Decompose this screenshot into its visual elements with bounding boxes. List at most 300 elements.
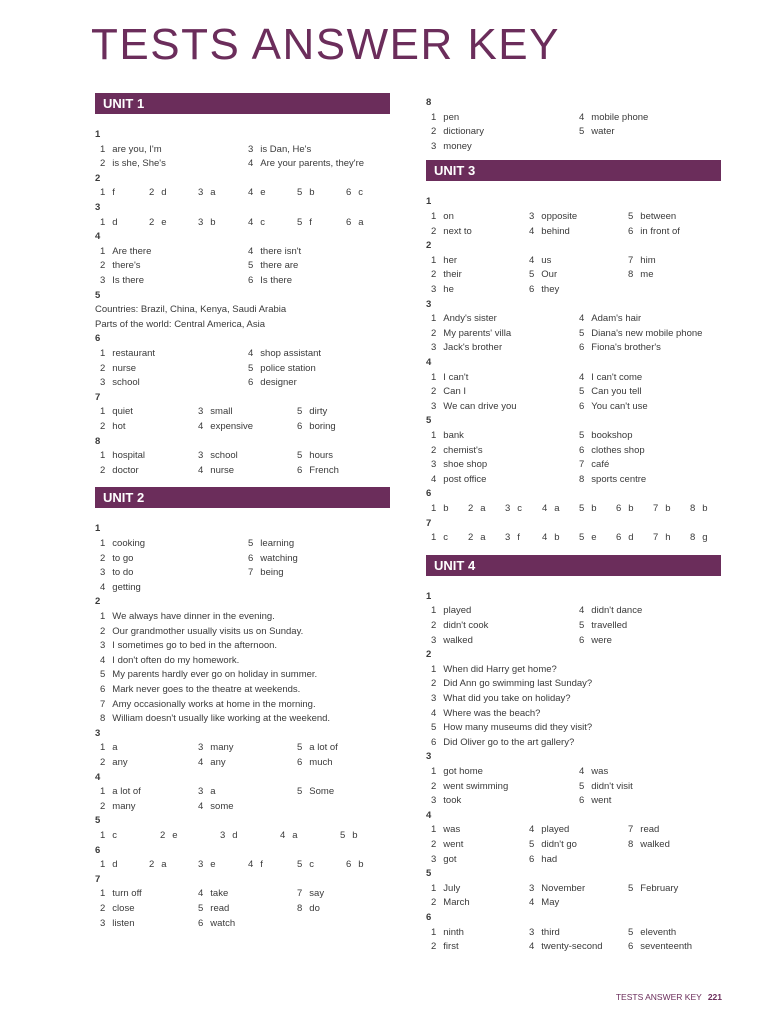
answer-item — [628, 255, 656, 266]
answer-number: 2 — [100, 625, 106, 637]
answer-item — [579, 112, 648, 123]
unit-heading: UNIT 1 — [95, 93, 390, 114]
answer-text: Are there — [112, 245, 152, 257]
answer-number: 2 — [100, 464, 106, 476]
answer-number: 5 — [297, 859, 303, 871]
answer-number: 6 — [579, 634, 585, 646]
exercise-number: 7 — [95, 391, 101, 403]
answer-text: him — [640, 254, 656, 266]
answer-text: walked — [443, 634, 473, 646]
answer-text: b — [554, 532, 560, 544]
answer-number: 4 — [579, 371, 585, 383]
answer-item — [529, 226, 570, 237]
answer-item — [198, 757, 226, 768]
answer-text: Amy occasionally works at home in the morning. — [112, 698, 316, 710]
answer-item — [431, 474, 486, 485]
answer-text: being — [260, 567, 284, 579]
answer-number: 1 — [431, 824, 437, 836]
answer-item — [529, 927, 560, 938]
answer-text: went swimming — [443, 780, 509, 792]
answer-number: 3 — [431, 284, 437, 295]
answer-text: I don't often do my homework. — [112, 654, 240, 666]
answer-number: 3 — [431, 634, 437, 646]
answer-text: post office — [443, 473, 487, 485]
answer-item — [100, 465, 139, 476]
answer-item — [297, 450, 333, 461]
answer-item — [628, 839, 670, 850]
answer-text: a — [358, 216, 364, 228]
answer-item — [579, 401, 648, 412]
answer-text: there isn't — [260, 245, 302, 257]
answer-text: May — [541, 897, 560, 909]
answer-number: 3 — [100, 917, 106, 929]
answer-text: Are your parents, they're — [260, 158, 365, 170]
answer-text: hours — [309, 450, 334, 462]
answer-number: 7 — [653, 503, 659, 514]
answer-number: 4 — [579, 605, 585, 617]
answer-number: 1 — [100, 888, 106, 900]
answer-number: 2 — [431, 444, 437, 456]
exercise-number: 1 — [95, 523, 101, 535]
answer-item — [248, 859, 263, 870]
answer-number: 2 — [431, 839, 437, 850]
answer-item — [248, 187, 266, 198]
exercise-number: 4 — [426, 357, 432, 368]
exercise-number: 1 — [95, 129, 101, 140]
answer-item — [297, 859, 314, 870]
answer-text: c — [309, 859, 315, 871]
answer-text: Diana's new mobile phone — [591, 327, 703, 339]
answer-item — [431, 503, 449, 514]
exercise-number: 3 — [95, 727, 101, 739]
answer-item — [220, 830, 238, 841]
answer-item — [100, 406, 133, 417]
unit-heading: UNIT 3 — [426, 160, 721, 181]
page-title: TESTS ANSWER KEY — [91, 20, 560, 69]
answer-text: b — [665, 503, 671, 514]
answer-text: is she, She's — [112, 158, 166, 170]
answer-text: nurse — [112, 362, 137, 374]
answer-number: 4 — [431, 473, 437, 485]
answer-item — [198, 187, 216, 198]
exercise-number: 6 — [426, 912, 432, 923]
answer-item — [431, 766, 483, 777]
answer-text: I can't — [443, 371, 469, 383]
answer-number: 4 — [579, 111, 585, 123]
answer-number: 1 — [431, 254, 437, 266]
answer-number: 7 — [628, 824, 634, 836]
page-number: 221 — [707, 992, 722, 1002]
answer-text: mobile phone — [591, 111, 649, 123]
answer-item — [579, 445, 645, 456]
answer-number: 4 — [542, 503, 548, 514]
answer-text: didn't visit — [591, 780, 633, 792]
answer-number: 1 — [100, 830, 106, 841]
answer-text: b — [591, 503, 597, 514]
answer-text: chemist's — [443, 444, 483, 456]
answer-item — [100, 801, 136, 812]
answer-text: there are — [260, 260, 299, 272]
answer-text: nurse — [210, 464, 235, 476]
answer-item — [340, 830, 358, 841]
answer-text: Jack's brother — [443, 342, 503, 354]
answer-item — [529, 824, 569, 835]
answer-text: school — [112, 377, 140, 389]
answer-number: 3 — [529, 211, 535, 222]
answer-number: 6 — [431, 736, 437, 748]
answer-text: f — [260, 859, 263, 871]
answer-number: 1 — [100, 742, 106, 754]
exercise-number: 8 — [95, 435, 101, 447]
answer-item — [100, 217, 118, 228]
answer-item — [431, 313, 497, 324]
answer-text: water — [591, 126, 615, 138]
answer-number: 6 — [346, 187, 352, 199]
answer-item — [529, 255, 551, 266]
answer-text: us — [541, 254, 552, 266]
answer-number: 5 — [579, 386, 585, 398]
answer-item — [248, 377, 297, 388]
answer-number: 5 — [248, 362, 254, 374]
answer-number: 6 — [248, 377, 254, 389]
answer-item — [248, 538, 294, 549]
answer-item — [100, 450, 145, 461]
answer-item — [100, 553, 133, 564]
answer-item — [505, 532, 520, 543]
answer-item — [431, 897, 470, 908]
answer-text: November — [541, 882, 586, 894]
answer-number: 1 — [431, 663, 437, 675]
answer-item — [431, 211, 454, 222]
answer-text: I sometimes go to bed in the afternoon. — [112, 640, 278, 652]
answer-text: a — [161, 859, 167, 871]
answer-text: d — [112, 216, 118, 228]
exercise-number: 4 — [95, 231, 101, 243]
answer-item — [431, 722, 592, 733]
answer-number: 4 — [579, 313, 585, 325]
answer-item — [100, 640, 277, 651]
answer-number: 1 — [431, 430, 437, 441]
answer-text: many — [112, 800, 136, 812]
answer-item — [431, 824, 460, 835]
answer-number: 3 — [431, 400, 437, 412]
answer-text: e — [172, 830, 178, 841]
answer-number: 2 — [431, 386, 437, 398]
answer-number: 4 — [529, 897, 535, 909]
answer-text: café — [591, 459, 610, 471]
answer-text: seventeenth — [640, 941, 693, 953]
answer-text: March — [443, 897, 470, 909]
answer-item — [579, 781, 633, 792]
answer-item — [297, 888, 324, 899]
answer-item — [248, 348, 321, 359]
answer-text: d — [161, 187, 167, 199]
answer-number: 5 — [248, 260, 254, 272]
answer-item — [100, 655, 239, 666]
answer-text: b — [210, 216, 216, 228]
answer-text: a lot of — [309, 742, 338, 754]
answer-number: 8 — [579, 473, 585, 485]
answer-number: 2 — [431, 780, 437, 792]
answer-number: 1 — [431, 371, 437, 383]
answer-text: clothes shop — [591, 444, 645, 456]
answer-text: opposite — [541, 211, 578, 222]
answer-text: a — [480, 503, 486, 514]
answer-number: 2 — [100, 800, 106, 812]
answer-item — [690, 503, 708, 514]
answer-item — [248, 260, 298, 271]
answer-text: h — [665, 532, 671, 544]
answer-number: 3 — [198, 187, 204, 199]
answer-number: 3 — [198, 859, 204, 871]
answer-number: 7 — [628, 254, 634, 266]
answer-item — [248, 246, 301, 257]
exercise-number: 2 — [426, 240, 432, 252]
exercise-number: 2 — [95, 596, 101, 608]
exercise-text: Parts of the world: Central America, Asia — [95, 318, 266, 330]
answer-text: a — [480, 532, 486, 544]
answer-item — [529, 211, 577, 222]
answer-number: 4 — [248, 216, 254, 228]
exercise-number: 2 — [95, 172, 101, 184]
answer-text: listen — [112, 917, 135, 929]
answer-number: 5 — [100, 669, 106, 681]
answer-item — [100, 888, 142, 899]
answer-number: 2 — [431, 678, 437, 690]
answer-text: is Dan, He's — [260, 143, 312, 155]
answer-number: 3 — [198, 786, 204, 798]
exercise-number: 2 — [426, 649, 432, 661]
answer-number: 4 — [198, 888, 204, 900]
answer-number: 4 — [248, 158, 254, 170]
answer-text: dictionary — [443, 126, 484, 138]
answer-item — [198, 421, 253, 432]
answer-number: 3 — [431, 693, 437, 704]
answer-item — [297, 421, 336, 432]
answer-number: 5 — [431, 722, 437, 734]
answer-item — [529, 284, 559, 295]
answer-item — [198, 888, 228, 899]
answer-text: much — [309, 757, 333, 768]
answer-text: c — [260, 216, 266, 228]
answer-text: they — [541, 284, 560, 295]
answer-item — [248, 275, 292, 286]
answer-item — [346, 859, 364, 870]
answer-text: c — [112, 830, 118, 841]
answer-text: hospital — [112, 450, 146, 462]
answer-item — [431, 708, 540, 719]
answer-item — [431, 795, 461, 806]
answer-text: quiet — [112, 406, 133, 418]
answer-item — [616, 503, 634, 514]
answer-number: 1 — [100, 348, 106, 359]
answer-text: July — [443, 882, 461, 894]
answer-text: to go — [112, 552, 134, 564]
exercise-number: 3 — [95, 202, 101, 213]
answer-item — [297, 903, 320, 914]
answer-item — [579, 605, 642, 616]
answer-text: e — [210, 859, 216, 871]
answer-item — [431, 927, 464, 938]
answer-number: 2 — [431, 941, 437, 953]
answer-item — [100, 684, 300, 695]
answer-text: restaurant — [112, 348, 156, 359]
answer-text: Fiona's brother's — [591, 342, 661, 354]
answer-item — [280, 830, 298, 841]
answer-number: 6 — [529, 853, 535, 865]
answer-text: were — [591, 634, 612, 646]
answer-number: 5 — [529, 269, 535, 281]
answer-text: Is there — [260, 275, 292, 286]
answer-number: 4 — [198, 800, 204, 812]
answer-text: read — [210, 903, 230, 914]
answer-item — [431, 941, 459, 952]
answer-item — [149, 187, 167, 198]
answer-number: 2 — [100, 903, 106, 914]
answer-text: getting — [112, 581, 141, 593]
answer-item — [149, 217, 167, 228]
answer-text: money — [443, 140, 472, 152]
answer-number: 2 — [431, 897, 437, 909]
answer-number: 2 — [100, 757, 106, 768]
answer-number: 3 — [431, 459, 437, 471]
answer-text: Our grandmother usually visits us on Sunday. — [112, 625, 304, 637]
answer-text: some — [210, 800, 234, 812]
answer-number: 5 — [297, 786, 303, 798]
answer-text: shop assistant — [260, 348, 322, 359]
answer-number: 7 — [579, 459, 585, 471]
answer-text: Did Oliver go to the art gallery? — [443, 736, 575, 748]
answer-text: in front of — [640, 225, 680, 237]
answer-text: g — [702, 532, 708, 544]
answer-number: 5 — [297, 216, 303, 228]
answer-number: 5 — [579, 430, 585, 441]
answer-text: b — [443, 503, 449, 514]
answer-text: went — [591, 795, 612, 807]
answer-number: 1 — [431, 503, 437, 514]
answer-text: are you, I'm — [112, 143, 162, 155]
answer-number: 5 — [579, 126, 585, 138]
answer-text: Can you tell — [591, 386, 642, 398]
answer-item — [100, 158, 166, 169]
answer-number: 6 — [628, 941, 634, 953]
answer-number: 6 — [297, 757, 303, 768]
answer-text: travelled — [591, 620, 628, 631]
answer-text: ninth — [443, 926, 464, 938]
answer-text: Andy's sister — [443, 313, 497, 325]
answer-text: e — [161, 216, 167, 228]
answer-item — [431, 269, 462, 280]
answer-number: 3 — [198, 450, 204, 462]
answer-item — [100, 918, 134, 929]
answer-text: her — [443, 254, 458, 266]
answer-item — [198, 742, 234, 753]
answer-item — [690, 532, 708, 543]
answer-number: 8 — [628, 839, 634, 850]
answer-item — [529, 269, 557, 280]
answer-item — [100, 363, 136, 374]
answer-number: 4 — [542, 532, 548, 544]
answer-item — [100, 144, 162, 155]
answer-text: f — [517, 532, 520, 544]
answer-number: 3 — [100, 377, 106, 389]
answer-number: 1 — [431, 313, 437, 325]
answer-item — [653, 503, 671, 514]
answer-item — [579, 342, 661, 353]
answer-text: third — [541, 926, 560, 938]
answer-text: eleventh — [640, 926, 677, 938]
answer-text: a — [112, 742, 118, 754]
answer-text: d — [112, 859, 118, 871]
answer-item — [579, 372, 642, 383]
answer-number: 2 — [100, 362, 106, 374]
answer-text: played — [541, 824, 570, 836]
answer-text: next to — [443, 225, 472, 237]
answer-item — [100, 421, 126, 432]
answer-number: 2 — [431, 620, 437, 631]
answer-text: Can I — [443, 386, 467, 398]
answer-number: 3 — [100, 567, 106, 579]
answer-number: 8 — [628, 269, 634, 281]
answer-item — [579, 503, 597, 514]
answer-item — [616, 532, 634, 543]
answer-text: to do — [112, 567, 134, 579]
answer-number: 2 — [468, 532, 474, 544]
answer-item — [100, 275, 144, 286]
answer-item — [431, 112, 459, 123]
answer-text: How many museums did they visit? — [443, 722, 593, 734]
answer-text: When did Harry get home? — [443, 663, 557, 675]
answer-item — [431, 678, 592, 689]
answer-item — [579, 795, 611, 806]
answer-number: 6 — [579, 795, 585, 807]
answer-text: got — [443, 853, 457, 865]
answer-number: 6 — [346, 859, 352, 871]
footer-label: TESTS ANSWER KEY — [615, 992, 702, 1002]
answer-item — [100, 246, 151, 257]
answer-text: a — [292, 830, 298, 841]
answer-text: there's — [112, 260, 141, 272]
answer-item — [100, 859, 118, 870]
answer-text: b — [358, 859, 364, 871]
answer-item — [579, 328, 702, 339]
answer-item — [248, 144, 311, 155]
answer-text: e — [260, 187, 266, 199]
answer-item — [529, 883, 585, 894]
answer-item — [431, 459, 487, 470]
answer-item — [248, 217, 265, 228]
answer-text: he — [443, 284, 454, 295]
answer-item — [628, 883, 678, 894]
answer-number: 6 — [579, 444, 585, 456]
answer-item — [248, 567, 284, 578]
answer-item — [198, 801, 234, 812]
answer-item — [100, 377, 140, 388]
answer-number: 4 — [248, 245, 254, 257]
answer-number: 6 — [297, 464, 303, 476]
answer-item — [248, 363, 316, 374]
answer-item — [579, 313, 641, 324]
answer-item — [431, 737, 574, 748]
answer-item — [431, 284, 454, 295]
answer-item — [628, 824, 659, 835]
answer-text: f — [309, 216, 312, 228]
answer-item — [431, 781, 508, 792]
answer-number: 5 — [579, 327, 585, 339]
answer-text: any — [210, 757, 226, 768]
answer-number: 5 — [297, 187, 303, 199]
answer-text: behind — [541, 225, 570, 237]
